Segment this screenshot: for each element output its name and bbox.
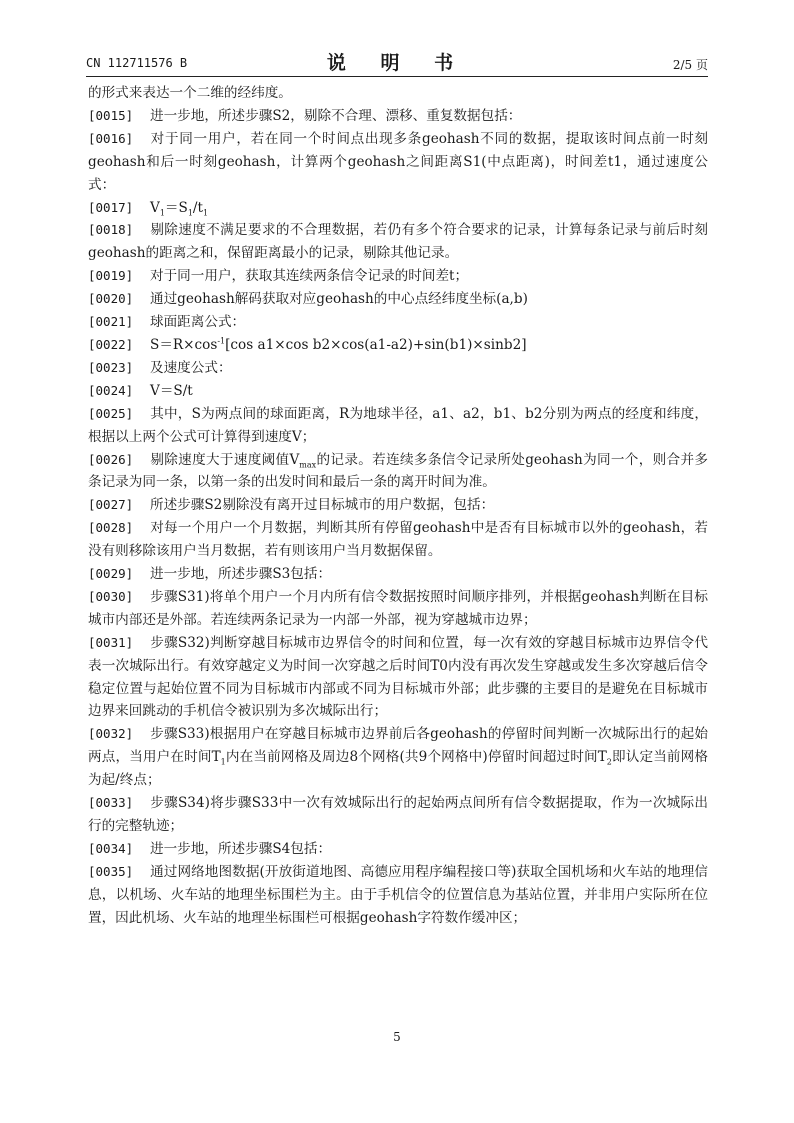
paragraph-number: [0028] <box>88 520 134 536</box>
paragraph-number: [0020] <box>88 291 134 307</box>
paragraph-number: [0018] <box>88 222 134 238</box>
paragraph-0025 <box>88 403 708 449</box>
formula-part: [cos a1×cos b2×cos(a1-a2)+sin(b1)×sinb2] <box>225 336 527 353</box>
paragraph-text: 通过geohash解码获取对应geohash的中心点经纬度坐标(a,b) <box>150 291 528 308</box>
paragraph-text: 通过网络地图数据(开放街道地图、高德应用程序编程接口等)获取全国机场和火车站的地理信息，以机场、火车站的地理坐标围栏为主。由于手机信令的位置信息为基站位置，并非用户实际所在位置，因此机场、火车站的地理坐标围栏可根据geohash字符数作缓冲区； <box>88 863 708 926</box>
paragraph-number: [0016] <box>88 130 134 146</box>
paragraph-0016 <box>88 128 708 197</box>
paragraph-number: [0023] <box>88 359 134 375</box>
paragraph-0030 <box>88 586 708 632</box>
paragraph-text: 的记录。若连续多条信令记录所处geohash为同一个，则合并多条记录为同一条，以第一条的出发时间和最后一条的离开时间为准。 <box>88 451 708 491</box>
paragraph-number: [0026] <box>88 451 134 467</box>
formula-velocity <box>150 200 208 216</box>
paragraph-text: 对于同一用户，获取其连续两条信令记录的时间差t； <box>150 268 469 285</box>
paragraph-0022 <box>88 334 708 357</box>
paragraph-0033 <box>88 792 708 838</box>
paragraph-text: 球面距离公式： <box>150 314 246 331</box>
formula-speed: V＝S/t <box>150 382 193 399</box>
formula-part: V <box>150 199 160 216</box>
paragraph-text: 进一步地，所述步骤S2，剔除不合理、漂移、重复数据包括： <box>150 107 522 124</box>
paragraph-text: 剔除速度不满足要求的不合理数据，若仍有多个符合要求的记录，计算每条记录与前后时刻geohash的距离之和，保留距离最小的记录，剔除其他记录。 <box>88 222 708 262</box>
paragraph-0015 <box>88 105 708 128</box>
paragraph-number: [0032] <box>88 726 134 742</box>
paragraph-text: 内在当前网格及周边8个网格(共9个网格中)停留时间超过时间T <box>225 749 607 766</box>
paragraph-text: 步骤S31)将单个用户一个月内所有信令数据按照时间顺序排列，并根据geohash判断在目标城市内部还是外部。若连续两条记录为一内部一外部，视为穿越城市边界； <box>88 588 708 628</box>
paragraph-number: [0034] <box>88 840 134 856</box>
paragraph-text: 其中，S为两点间的球面距离，R为地球半径，a1、a2，b1、b2分别为两点的经度和纬度，根据以上两个公式可计算得到速度V； <box>88 405 708 445</box>
paragraph-text: 对于同一用户，若在同一个时间点出现多条geohash不同的数据，提取该时间点前一时刻geohash和后一时刻geohash，计算两个geohash之间距离S1(中点距离)，时间差t1，通过速度公式： <box>88 130 708 193</box>
paragraph-0035 <box>88 861 708 930</box>
paragraph-0026 <box>88 449 708 495</box>
subscript-t1: 1 <box>220 758 226 767</box>
paragraph-text: 步骤S33)根据用户在穿越目标城市边界前后各geohash的停留时间判断一次城际出行的起始两点，当用户在时间T <box>88 726 708 766</box>
paragraph-number: [0030] <box>88 588 134 604</box>
paragraph-number: [0015] <box>88 107 134 123</box>
paragraph-number: [0017] <box>88 199 134 215</box>
formula-subscript: 1 <box>202 208 209 218</box>
document-title: 说 明 书 <box>326 52 468 74</box>
paragraph-0020 <box>88 288 708 311</box>
paragraph-number: [0021] <box>88 314 134 330</box>
paragraph-number: [0035] <box>88 863 134 879</box>
paragraph-0018 <box>88 219 708 265</box>
formula-part: ＝S <box>164 199 188 216</box>
page-number: 5 <box>393 1030 401 1044</box>
page-info: 2/5 页 <box>672 58 708 72</box>
paragraph-number: [0029] <box>88 566 134 582</box>
paragraph-0034 <box>88 838 708 861</box>
paragraph-number: [0025] <box>88 405 134 421</box>
paragraph-text: 即认定当前网格为起/终点； <box>88 749 708 789</box>
formula-part: S＝R×cos <box>150 336 218 353</box>
paragraph-text: 所述步骤S2剔除没有离开过目标城市的用户数据，包括： <box>150 497 495 514</box>
paragraph-0024 <box>88 380 708 403</box>
paragraph-0032 <box>88 723 708 792</box>
formula-part: /t <box>192 199 203 216</box>
paragraph-text: 剔除速度大于速度阈值V <box>150 451 300 468</box>
page-header <box>86 46 708 74</box>
paragraph-0021 <box>88 311 708 334</box>
paragraph-number: [0033] <box>88 795 134 811</box>
continuation-text: 的形式来表达一个二维的经纬度。 <box>88 85 292 101</box>
paragraph-text: 对每一个用户一个月数据，判断其所有停留geohash中是否有目标城市以外的geohash，若没有则移除该用户当月数据，若有则该用户当月数据保留。 <box>88 520 708 560</box>
formula-subscript: 1 <box>187 208 193 218</box>
paragraph-0017 <box>88 197 708 220</box>
paragraph-0031 <box>88 632 708 724</box>
paragraph-text: 及速度公式： <box>150 359 232 376</box>
paragraph-0019 <box>88 265 708 288</box>
formula-subscript: 1 <box>159 208 165 218</box>
formula-superscript: -1 <box>217 336 226 346</box>
paragraph-number: [0024] <box>88 382 134 398</box>
paragraph-text: 进一步地，所述步骤S3包括： <box>150 566 332 583</box>
paragraph-0028 <box>88 517 708 563</box>
subscript-max: max <box>299 460 317 470</box>
paragraph-number: [0019] <box>88 268 134 284</box>
paragraph-text: 步骤S32)判断穿越目标城市边界信令的时间和位置，每一次有效的穿越目标城市边界信令代表一次城际出行。有效穿越定义为时间一次穿越之后时间T0内没有再次发生穿越或发生多次穿越后信令稳定位置与起始位置不同为目标城市内部或不同为目标城市外部；此步骤的主要目的是避免在目标城市边界来回跳动的手机信令被识别为多次城际出行； <box>88 634 708 720</box>
paragraph-0029 <box>88 563 708 586</box>
paragraph-number: [0027] <box>88 497 134 513</box>
subscript-t2: 2 <box>606 758 612 767</box>
header-rule <box>86 76 708 77</box>
paragraph-text: 步骤S34)将步骤S33中一次有效城际出行的起始两点间所有信令数据提取，作为一次城际出行的完整轨迹； <box>88 795 708 834</box>
paragraph-number: [0031] <box>88 634 134 650</box>
paragraph-0023 <box>88 357 708 380</box>
document-body <box>88 82 708 930</box>
publication-number: CN 112711576 B <box>86 56 188 70</box>
paragraph-number: [0022] <box>88 336 134 352</box>
paragraph-text: 进一步地，所述步骤S4包括： <box>150 840 332 857</box>
paragraph-0027 <box>88 494 708 517</box>
formula-spherical-distance <box>150 337 527 353</box>
